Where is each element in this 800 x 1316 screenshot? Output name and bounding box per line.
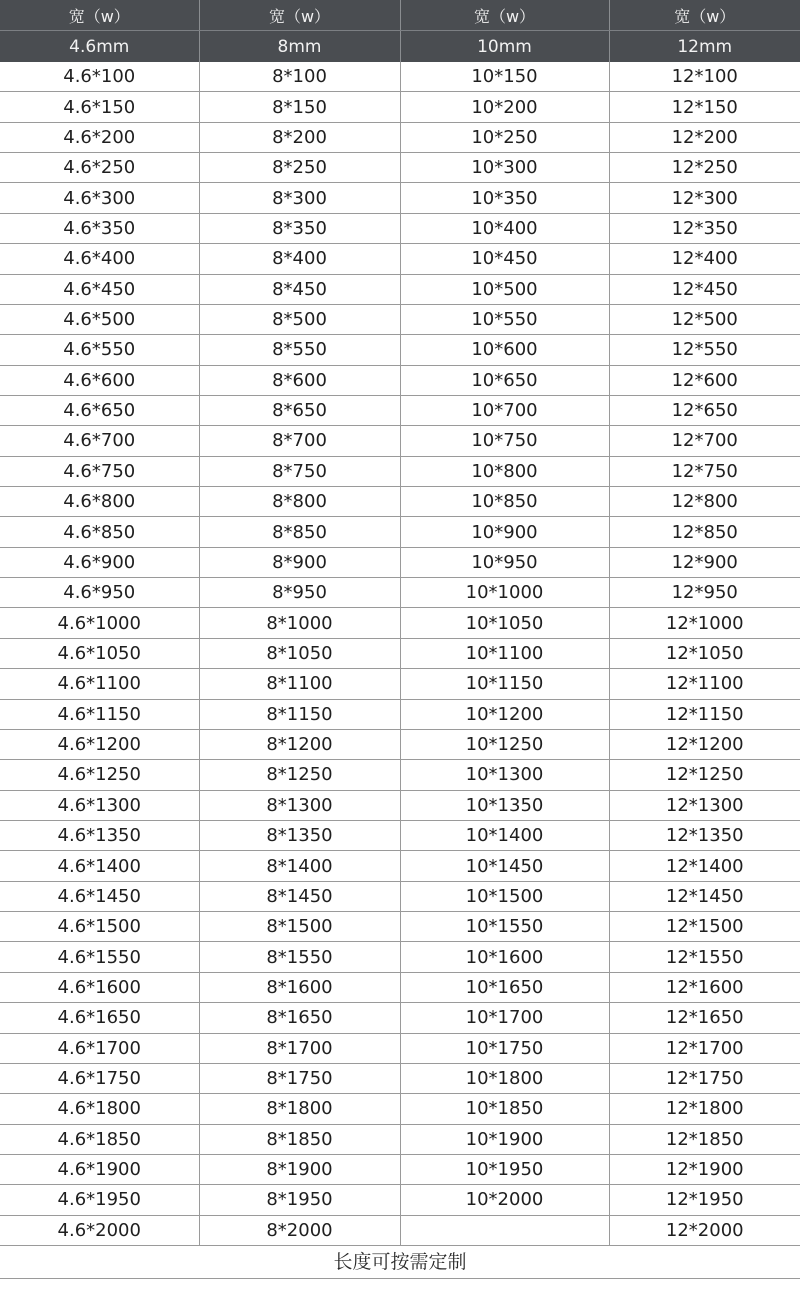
size-cell: 12*1700 [609,1033,800,1063]
size-cell: 4.6*850 [0,517,199,547]
size-cell: 10*1250 [400,729,609,759]
table-row [0,972,800,1002]
size-cell: 8*850 [199,517,400,547]
size-cell: 8*1650 [199,1003,400,1033]
size-cell: 8*500 [199,304,400,334]
size-cell: 12*1800 [609,1094,800,1124]
size-cell: 4.6*1450 [0,881,199,911]
size-cell: 12*1450 [609,881,800,911]
size-cell: 4.6*1400 [0,851,199,881]
size-cell: 10*1700 [400,1003,609,1033]
size-cell: 12*1900 [609,1154,800,1184]
table-row [0,760,800,790]
size-cell: 8*1750 [199,1063,400,1093]
size-cell: 12*300 [609,183,800,213]
size-cell: 4.6*100 [0,62,199,92]
size-cell: 4.6*1350 [0,820,199,850]
size-cell: 8*150 [199,92,400,122]
size-cell: 4.6*1250 [0,760,199,790]
size-cell: 10*1150 [400,669,609,699]
table-row [0,304,800,334]
size-cell: 4.6*1750 [0,1063,199,1093]
size-cell: 4.6*550 [0,335,199,365]
thickness-header-cell: 12mm [609,31,800,63]
size-cell: 8*1450 [199,881,400,911]
table-row [0,456,800,486]
size-cell: 8*1500 [199,912,400,942]
size-cell: 10*600 [400,335,609,365]
size-cell: 10*2000 [400,1185,609,1215]
size-cell: 10*1400 [400,820,609,850]
size-cell: 12*1400 [609,851,800,881]
size-cell: 12*1300 [609,790,800,820]
table-row [0,547,800,577]
size-cell: 12*750 [609,456,800,486]
size-cell: 4.6*350 [0,213,199,243]
table-row [0,122,800,152]
table-row [0,213,800,243]
size-cell: 10*1900 [400,1124,609,1154]
size-cell: 4.6*600 [0,365,199,395]
table-row [0,1124,800,1154]
size-cell: 12*1600 [609,972,800,1002]
size-cell: 12*1500 [609,912,800,942]
table-row [0,1063,800,1093]
width-header-cell: 宽（w） [609,0,800,31]
size-cell: 4.6*750 [0,456,199,486]
size-cell: 8*1900 [199,1154,400,1184]
table-row [0,638,800,668]
size-cell: 10*500 [400,274,609,304]
size-cell: 8*1300 [199,790,400,820]
size-cell: 12*250 [609,153,800,183]
size-cell: 12*450 [609,274,800,304]
table-row [0,92,800,122]
thickness-header-cell: 10mm [400,31,609,63]
thickness-header-cell: 4.6mm [0,31,199,63]
size-cell: 10*1100 [400,638,609,668]
size-cell: 4.6*1950 [0,1185,199,1215]
table-row [0,426,800,456]
size-cell [400,1215,609,1245]
size-cell: 8*700 [199,426,400,456]
size-cell: 4.6*1700 [0,1033,199,1063]
size-cell: 10*200 [400,92,609,122]
width-header-row [0,0,800,31]
table-row [0,153,800,183]
size-cell: 12*350 [609,213,800,243]
size-cell: 8*1400 [199,851,400,881]
size-cell: 4.6*1650 [0,1003,199,1033]
size-cell: 10*1200 [400,699,609,729]
size-cell: 10*900 [400,517,609,547]
size-cell: 10*250 [400,122,609,152]
size-cell: 4.6*2000 [0,1215,199,1245]
width-header-cell: 宽（w） [0,0,199,31]
size-cell: 4.6*800 [0,487,199,517]
size-cell: 12*400 [609,244,800,274]
size-cell: 10*400 [400,213,609,243]
size-cell: 10*850 [400,487,609,517]
size-cell: 4.6*400 [0,244,199,274]
table-row [0,1033,800,1063]
size-cell: 12*900 [609,547,800,577]
size-cell: 8*1850 [199,1124,400,1154]
size-cell: 4.6*150 [0,92,199,122]
size-cell: 4.6*1050 [0,638,199,668]
table-row [0,1185,800,1215]
table-row [0,365,800,395]
size-cell: 4.6*650 [0,395,199,425]
size-cell: 4.6*250 [0,153,199,183]
table-row [0,942,800,972]
table-row [0,487,800,517]
size-cell: 4.6*1200 [0,729,199,759]
size-cell: 12*500 [609,304,800,334]
size-cell: 12*1100 [609,669,800,699]
size-cell: 8*1600 [199,972,400,1002]
size-cell: 12*150 [609,92,800,122]
table-row [0,1003,800,1033]
size-cell: 10*800 [400,456,609,486]
size-cell: 10*650 [400,365,609,395]
table-row [0,274,800,304]
table-row [0,669,800,699]
width-header-cell: 宽（w） [400,0,609,31]
size-cell: 4.6*1500 [0,912,199,942]
size-cell: 4.6*300 [0,183,199,213]
size-cell: 12*1250 [609,760,800,790]
table-row [0,183,800,213]
size-cell: 12*1850 [609,1124,800,1154]
size-cell: 10*1300 [400,760,609,790]
size-cell: 10*450 [400,244,609,274]
size-cell: 10*700 [400,395,609,425]
size-cell: 8*1550 [199,942,400,972]
size-cell: 10*1850 [400,1094,609,1124]
size-cell: 4.6*1100 [0,669,199,699]
size-cell: 8*1700 [199,1033,400,1063]
size-cell: 10*950 [400,547,609,577]
size-cell: 4.6*1800 [0,1094,199,1124]
size-cell: 12*650 [609,395,800,425]
size-cell: 4.6*1000 [0,608,199,638]
size-cell: 10*1950 [400,1154,609,1184]
size-cell: 8*2000 [199,1215,400,1245]
size-cell: 8*900 [199,547,400,577]
table-row [0,790,800,820]
size-cell: 8*300 [199,183,400,213]
size-cell: 4.6*500 [0,304,199,334]
size-cell: 12*1200 [609,729,800,759]
table-row [0,1154,800,1184]
size-cell: 10*150 [400,62,609,92]
width-header-cell: 宽（w） [199,0,400,31]
size-cell: 8*650 [199,395,400,425]
size-cell: 8*250 [199,153,400,183]
size-cell: 8*350 [199,213,400,243]
table-row [0,881,800,911]
size-cell: 10*550 [400,304,609,334]
size-cell: 4.6*1850 [0,1124,199,1154]
size-cell: 10*300 [400,153,609,183]
size-cell: 12*1750 [609,1063,800,1093]
size-cell: 8*600 [199,365,400,395]
size-cell: 12*800 [609,487,800,517]
size-cell: 10*1600 [400,942,609,972]
size-cell: 8*400 [199,244,400,274]
size-cell: 10*1000 [400,578,609,608]
size-cell: 10*1800 [400,1063,609,1093]
size-cell: 4.6*700 [0,426,199,456]
size-cell: 12*700 [609,426,800,456]
size-cell: 4.6*1550 [0,942,199,972]
table-row [0,244,800,274]
size-cell: 8*550 [199,335,400,365]
size-cell: 8*1950 [199,1185,400,1215]
table-row [0,851,800,881]
size-cell: 12*1950 [609,1185,800,1215]
custom-length-note: 长度可按需定制 [0,1246,800,1279]
size-cell: 12*1650 [609,1003,800,1033]
size-cell: 12*2000 [609,1215,800,1245]
size-cell: 12*1150 [609,699,800,729]
size-cell: 12*1350 [609,820,800,850]
size-cell: 8*1100 [199,669,400,699]
size-cell: 12*950 [609,578,800,608]
size-cell: 8*1200 [199,729,400,759]
size-cell: 8*100 [199,62,400,92]
size-cell: 8*200 [199,122,400,152]
size-cell: 12*550 [609,335,800,365]
size-cell: 12*1000 [609,608,800,638]
size-cell: 10*1450 [400,851,609,881]
size-cell: 8*800 [199,487,400,517]
table-row [0,699,800,729]
size-cell: 10*350 [400,183,609,213]
size-cell: 8*1050 [199,638,400,668]
size-cell: 4.6*1300 [0,790,199,820]
size-cell: 10*1050 [400,608,609,638]
table-row [0,912,800,942]
table-row [0,395,800,425]
size-cell: 8*1000 [199,608,400,638]
thickness-header-row [0,31,800,63]
table-row [0,335,800,365]
size-cell: 8*1800 [199,1094,400,1124]
size-cell: 12*1550 [609,942,800,972]
size-cell: 4.6*200 [0,122,199,152]
table-row [0,62,800,92]
table-row [0,729,800,759]
size-cell: 10*1550 [400,912,609,942]
table-row [0,608,800,638]
size-cell: 8*1350 [199,820,400,850]
size-cell: 4.6*1900 [0,1154,199,1184]
table-row [0,578,800,608]
size-cell: 4.6*950 [0,578,199,608]
size-cell: 8*1150 [199,699,400,729]
table-row [0,1215,800,1245]
size-cell: 10*1750 [400,1033,609,1063]
size-cell: 10*1650 [400,972,609,1002]
size-cell: 8*1250 [199,760,400,790]
size-cell: 4.6*900 [0,547,199,577]
size-cell: 12*600 [609,365,800,395]
size-cell: 8*750 [199,456,400,486]
size-cell: 10*750 [400,426,609,456]
size-cell: 8*450 [199,274,400,304]
size-cell: 12*1050 [609,638,800,668]
size-cell: 10*1500 [400,881,609,911]
size-cell: 10*1350 [400,790,609,820]
size-cell: 4.6*1600 [0,972,199,1002]
size-cell: 4.6*450 [0,274,199,304]
thickness-header-cell: 8mm [199,31,400,63]
size-cell: 4.6*1150 [0,699,199,729]
table-header [0,0,800,62]
size-cell: 12*200 [609,122,800,152]
table-row [0,1094,800,1124]
size-cell: 8*950 [199,578,400,608]
size-cell: 12*100 [609,62,800,92]
table-row [0,820,800,850]
size-cell: 12*850 [609,517,800,547]
table-body [0,62,800,1246]
table-row [0,517,800,547]
